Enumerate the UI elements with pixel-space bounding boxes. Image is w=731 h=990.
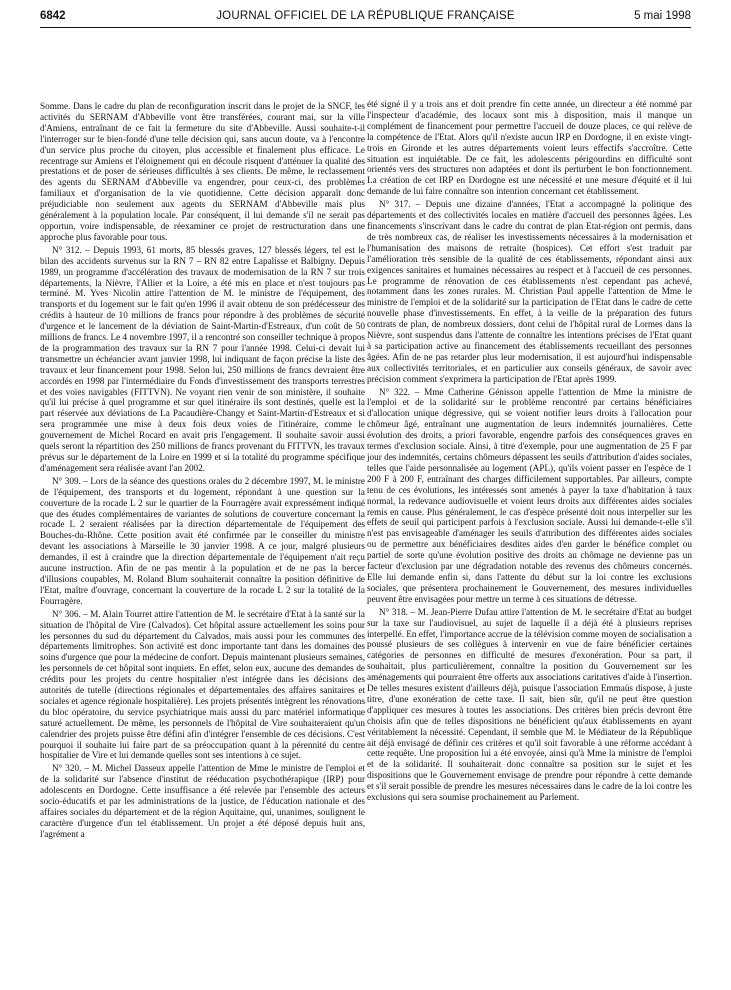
page-header bbox=[40, 6, 691, 26]
question-317: N° 317. – Depuis une dizaine d'années, l'Etat a accompagné la politique des départements et des collectivités locales en matière d'accueil des personnes âgées. Les financements s'inscrivant dans le cadre du contrat de plan Etat-région ont permis, dans de très nombreux cas, de réaliser les investissements nécessaires à la modernisation et l'humanisation des maisons de retraite (hospices). Cet effort s'est traduit par l'amélioration très sensible de la qualité de ces établissements, répondant ainsi aux exigences sanitaires et humaines nécessaires au respect et à l'accueil de ces personnes. Le programme de rénovation de ces établissements n'est cependant pas achevé, notamment dans les zones rurales. M. Christian Paul appelle l'attention de Mme le ministre de l'emploi et de la solidarité sur la participation de l'Etat dans le cadre de cette nouvelle phase d'investissements. En effet, à la veille de la préparation des futurs contrats de plan, de nombreux dossiers, dont celui de l'hôpital rural de Lormes dans la Nièvre, sont suspendus dans l'attente de connaître les intentions précises de l'Etat quant à sa participation active au financement des établissements recueillant des personnes âgées. Afin de ne pas retarder plus leur modernisation, il est aujourd'hui indispensable aux collectivités territoriales, et en particulier aux conseils généraux, de savoir avec précision comment s'exprimera la participation de l'Etat après 1999. bbox=[367, 199, 692, 384]
header-rule bbox=[40, 27, 691, 28]
publication-date: 5 mai 1998 bbox=[634, 10, 691, 22]
question-320: N° 320. – M. Michel Dasseux appelle l'attention de Mme le ministre de l'emploi et de la solidarité sur l'absence d'institut de rééducation psychothérapique (IRP) pour adolescents en Dordogne. Cette insuffisance a été relevée par l'ensemble des acteurs socio-éducatifs et par les administrations de la justice, de l'éducation nationale et des affaires sociales du département et de la région Aquitaine, qui, unanimes, soulignent le caractère d'urgence d'un tel établissement. Un projet a été déposé depuis huit ans, l'agrément a bbox=[40, 763, 365, 839]
right-column bbox=[367, 99, 692, 803]
question-continuation: Somme. Dans le cadre du plan de reconfiguration inscrit dans le projet de la SNCF, les activités du SERNAM d'Abbeville vont être transférées, courant mai, sur la ville d'Amiens, entraînant de ce fait la fermeture du site d'Abbeville. Aussi souhaite-t-il l'interroger sur le bien-fondé d'une telle décision qui, sans aucun doute, va à l'encontre d'un service plus proche du citoyen, plus accessible et finalement plus efficace. Le recentrage sur Amiens et l'éloignement qui en découle risquent d'atténuer la qualité des prestations et de poser de sérieuses difficultés à ses clients. De même, le reclassement des agents du SERNAM d'Abbeville va engendrer, pour ceux-ci, des problèmes familiaux et d'organisation de la vie quotidienne. Cette décision apparaît donc préjudiciable non seulement aux agents du SERNAM d'Abbeville mais plus généralement à la population locale. Par conséquent, il lui demande s'il ne serait pas opportun, voire indispensable, de réexaminer ce projet de restructuration dans une approche plus favorable pour tous. bbox=[40, 101, 365, 242]
question-320-continuation: été signé il y a trois ans et doit prendre fin cette année, un directeur a été nommé par l'inspecteur d'académie, des locaux sont mis à disposition, mais il manque un complément de financement pour permettre l'accueil de douze places, ce qui relève de la compétence de l'Etat. Alors qu'il n'existe aucun IRP en Dordogne, il en existe vingt-trois en Gironde et les autres départements voient leurs effectifs s'accroître. Cette situation est inquiétable. De ce fait, les adolescents périgourdins en difficulté sont orientés vers des structures non adaptées et dont ils perturbent le bon fonctionnement. La création de cet IRP en Dordogne est une nécessité et une mesure d'équité et il lui demande de lui faire connaître son intention concernant cet établissement. bbox=[367, 99, 692, 197]
journal-title: JOURNAL OFFICIEL DE LA RÉPUBLIQUE FRANÇAISE bbox=[216, 10, 515, 22]
question-322: N° 322. – Mme Catherine Génisson appelle l'attention de Mme la ministre de l'emploi et de la solidarité sur le problème rencontré par certains bénéficiaires d'allocation unique dégressive, qui se voient notifier leurs droits à l'allocation pour chômeur âgé, entraînant une augmentation de leurs indemnités journalières. Cette évolution des droits, a priori favorable, engendre parfois des conséquences graves en termes d'exclusion sociale. Ainsi, à titre d'exemple, pour une augmentation de 25 F par jour des indemnités, certains chômeurs dépassent les seuils d'attribution d'aides sociales, telles que l'aide personnalisée au logement (APL), qu'ils voient passer en l'espèce de 1 200 F à 200 F, entraînant des charges difficilement supportables. Par ailleurs, compte tenu de ces évolutions, les intéressés sont amenés à payer la taxe d'habitation à taux normal, la redevance audiovisuelle et voient leurs droits aux différentes aides sociales remis en cause. Plus généralement, le cas d'espèce présenté doit nous interpeller sur les effets de seuil qui participent parfois à l'exclusion sociale. Aussi lui demande-t-elle s'il n'est pas envisageable d'aménager les seuils d'attribution des différentes aides sociales ou de permettre aux bénéficiaires desdites aides d'en garder le bénéfice complet ou partiel de sorte qu'une évolution positive des droits au chômage ne devienne pas un facteur d'exclusion par une dégradation notable des revenus des chômeurs concernés. Elle lui demande enfin si, dans l'attente du début sur la loi contre les exclusions sociales, que présentera prochainement le Gouvernement, des mesures individuelles peuvent être envisagées pour mettre un terme à ces situations de détresse. bbox=[367, 386, 692, 604]
page-number: 6842 bbox=[40, 10, 66, 22]
question-318: N° 318. – M. Jean-Pierre Dufau attire l'attention de M. le secrétaire d'Etat au budget sur la taxe sur l'audiovisuel, au sujet de laquelle il a déjà été à plusieurs reprises interpellé. En effet, l'importance accrue de la télévision comme moyen de socialisation a poussé plusieurs de ses collègues à intervenir en vue de faire bénéficier certaines catégories de personnes en difficulté de mesures d'exonération. Pour sa part, il souhaitait, plus particulièrement, connaître la position du Gouvernement sur les aménagements qui pourraient être offerts aux associations caritatives d'aide à l'insertion. De telles mesures existent d'ailleurs déjà, puisque l'association Emmaüs dispose, à juste titre, d'une exonération de cette taxe. Il sait, bien sûr, qu'il ne peut être question d'appliquer ces mesures à toutes les associations. Des critères bien précis devront être choisis afin que de telles dispositions ne bénéficient qu'aux établissements en ayant véritablement la nécessité. Cependant, il semble que M. le Médiateur de la République ait déjà envisagé de définir ces critères et qu'il soit favorable à une réforme accédant à cette requête. Une proposition lui a été envoyée, ainsi qu'à Mme la ministre de l'emploi et de la solidarité. Il souhaiterait donc connaître sa position sur le sujet et les dispositions que le Gouvernement envisage de prendre pour répondre à cette demande et s'il serait possible de prendre les mesures nécessaires dans le cadre de la loi contre les exclusions qui sera soumise prochainement au Parlement. bbox=[367, 606, 692, 803]
question-309: N° 309. – Lors de la séance des questions orales du 2 décembre 1997, M. le ministre de l'équipement, des transports et du logement, répondant à une question sur la couverture de la rocade L 2 sur le quartier de la Fourragère avait expressément indiqué que des études complémentaires de variantes de solutions de couverture concernant la rocade L 2 seraient réalisées par la direction départementale de l'équipement des Bouches-du-Rhône. Cette position avait été confirmée par le conseiller du ministre devant les associations à Marseille le 30 janvier 1998. A ce jour, malgré plusieurs demandes, il est à craindre que la direction départementale de l'équipement n'ait reçu aucune instruction. Afin de ne pas mentir à la population et de ne pas la bercer d'illusions coupables, M. Roland Blum souhaiterait connaître la position définitive de l'Etat, maître d'ouvrage, concernant la couverture de la rocade L 2 sur la totalité de la Fourragère. bbox=[40, 475, 365, 606]
question-306: N° 306. – M. Alain Tourret attire l'attention de M. le secrétaire d'Etat à la santé sur la situation de l'hôpital de Vire (Calvados). Cet hôpital assure actuellement les soins pour les personnes du sud du département du Calvados, mais aussi pour les communes des départements limitrophes. Son activité est donc importante tant dans les domaines des soins d'urgence que pour la médecine de confort. Depuis maintenant plusieurs semaines, les personnels de cet hôpital sont inquiets. En effet, selon eux, aucune des demandes de crédits pour les projets du centre hospitalier n'est intégrée dans les décisions des autorités de tutelle (directions régionales et départementales des affaires sanitaires et sociales et agence régionale hospitalière). Les projets présentés intègrent les rénovations du bloc opératoire, du service psychiatrique mais aussi du parc matériel informatique saturé actuellement. De même, les personnels de l'hôpital de Vire souhaiteraient qu'un calendrier des projets puisse être défini afin d'intégrer l'ensemble de ces décisions. C'est pourquoi il souhaite lui faire part de sa préoccupation quant à la pérennité du centre hospitalier de Vire et lui demande quelles sont ses intentions à ce sujet. bbox=[40, 608, 365, 761]
left-column bbox=[40, 101, 365, 840]
question-312: N° 312. – Depuis 1993, 61 morts, 85 blessés graves, 127 blessés légers, tel est le bilan des accidents survenus sur la RN 7 – RN 82 entre Lapalisse et Balbigny. Depuis 1989, un programme d'accélération des travaux de modernisation de la RN 7 sur trois départements, la Nièvre, l'Allier et la Loire, a été mis en place et n'est toujours pas terminé. M. Yves Nicolin attire l'attention de M. le ministre de l'équipement, des transports et du logement sur le fait qu'en 1996 il avait obtenu de son prédécesseur des crédits à hauteur de 10 millions de francs pour répondre à des problèmes de sécurité d'urgence et le lancement de la déviation de Saint-Martin-d'Estreaux, d'un coût de 50 millions de francs. Le 4 novembre 1997, il a rencontré son conseiller technique à propos de la programmation des travaux sur la RN 7 pour l'année 1998. Celui-ci devait lui transmettre un échéancier avant janvier 1998, lui indiquant de façon précise la liste des travaux et leur financement pour 1998. Selon lui, 250 millions de francs devraient être accordés en 1998 par l'intermédiaire du Fonds d'investissement des transports terrestres et des voies navigables (FITTVN). Ne voyant rien venir de son ministère, il souhaite qu'il lui précise à quel programme et sur quel itinéraire ils sont destinés, quelle est la part réservée aux déviations de La Pacaudière-Changy et Saint-Martin-d'Estreaux et si sera programmée une mise à deux fois deux voies de l'itinéraire, comme le gouvernement de Michel Rocard en avait pris l'engagement. Il souhaite savoir aussi quels seront la répartition des 250 millions de francs provenant du FITTVN, les travaux prévus sur le département de la Loire en 1999 et si la totalité du programme spécifique d'aménagement sera réalisée avant l'an 2002. bbox=[40, 244, 365, 473]
